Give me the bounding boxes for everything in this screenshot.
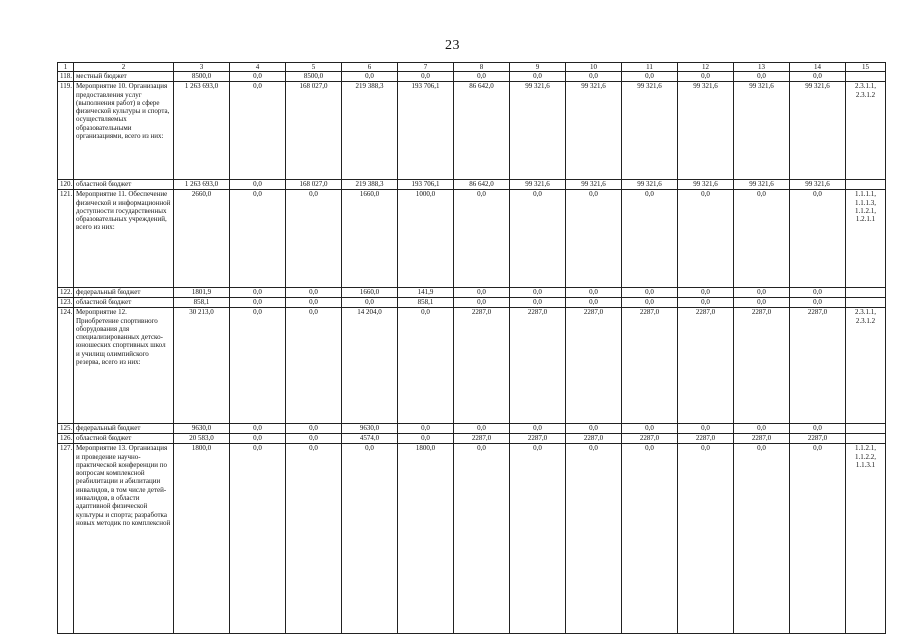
table-row	[58, 424, 886, 434]
budget-table	[57, 62, 886, 634]
table-body	[58, 63, 886, 634]
indicator-codes	[846, 298, 886, 308]
value-cell: 0,0	[734, 444, 790, 634]
column-header-cell: 14	[790, 63, 846, 72]
value-cell: 0,0	[622, 190, 678, 288]
value-cell: 1000,0	[398, 190, 454, 288]
indicator-codes	[846, 180, 886, 190]
value-cell: 168 027,0	[286, 180, 342, 190]
value-cell: 0,0	[398, 424, 454, 434]
table-row	[58, 180, 886, 190]
row-name: Мероприятие 12. Приобретение спортивного оборудования для специализированных детско-юношеских спортивных школ и училищ олимпийского резерва, всего из них:	[74, 308, 174, 424]
value-cell: 1 263 693,0	[174, 180, 230, 190]
value-cell: 2287,0	[678, 308, 734, 424]
value-cell: 2287,0	[790, 434, 846, 444]
value-cell: 141,9	[398, 288, 454, 298]
row-name: Мероприятие 11. Обеспечение физической и информационной доступности государственных образовательных учреждений, всего из них:	[74, 190, 174, 288]
row-number: 126.	[58, 434, 74, 444]
row-name: федеральный бюджет	[74, 288, 174, 298]
value-cell: 2287,0	[678, 434, 734, 444]
value-cell: 2287,0	[734, 434, 790, 444]
column-header-cell: 3	[174, 63, 230, 72]
value-cell: 2287,0	[622, 308, 678, 424]
row-name: местный бюджет	[74, 72, 174, 82]
indicator-codes: 2.3.1.1, 2.3.1.2	[846, 82, 886, 180]
value-cell: 0,0	[230, 288, 286, 298]
value-cell: 86 642,0	[454, 180, 510, 190]
value-cell: 1800,0	[174, 444, 230, 634]
value-cell: 219 388,3	[342, 82, 398, 180]
column-header-cell: 8	[454, 63, 510, 72]
value-cell: 0,0	[510, 288, 566, 298]
value-cell: 0,0	[230, 298, 286, 308]
value-cell: 0,0	[230, 180, 286, 190]
value-cell: 0,0	[230, 82, 286, 180]
value-cell: 0,0	[678, 298, 734, 308]
value-cell: 0,0	[286, 288, 342, 298]
row-number: 121.	[58, 190, 74, 288]
value-cell: 0,0	[790, 424, 846, 434]
row-number: 119.	[58, 82, 74, 180]
value-cell: 0,0	[398, 72, 454, 82]
row-number: 118.	[58, 72, 74, 82]
value-cell: 1 263 693,0	[174, 82, 230, 180]
row-name: Мероприятие 13. Организация и проведение научно-практической конференции по вопросам комплексной реабилитации и абилитации инвалидов, в том числе детей-инвалидов, в области адаптивной физической культуры и спорта; разработка новых методик по комплексной	[74, 444, 174, 634]
column-header-cell: 13	[734, 63, 790, 72]
column-header-cell: 9	[510, 63, 566, 72]
value-cell: 0,0	[790, 444, 846, 634]
indicator-codes	[846, 434, 886, 444]
column-header-cell: 10	[566, 63, 622, 72]
table-row	[58, 308, 886, 424]
value-cell: 0,0	[622, 298, 678, 308]
value-cell: 168 027,0	[286, 82, 342, 180]
table-row	[58, 72, 886, 82]
indicator-codes: 2.3.1.1, 2.3.1.2	[846, 308, 886, 424]
value-cell: 0,0	[734, 72, 790, 82]
value-cell: 0,0	[790, 288, 846, 298]
column-header-cell: 15	[846, 63, 886, 72]
value-cell: 0,0	[678, 72, 734, 82]
table-row	[58, 82, 886, 180]
row-number: 123.	[58, 298, 74, 308]
value-cell: 0,0	[230, 444, 286, 634]
value-cell: 0,0	[454, 424, 510, 434]
value-cell: 0,0	[286, 308, 342, 424]
value-cell: 0,0	[454, 190, 510, 288]
value-cell: 0,0	[790, 190, 846, 288]
value-cell: 0,0	[510, 444, 566, 634]
value-cell: 0,0	[398, 434, 454, 444]
value-cell: 0,0	[398, 308, 454, 424]
row-name: федеральный бюджет	[74, 424, 174, 434]
value-cell: 858,1	[174, 298, 230, 308]
value-cell: 99 321,6	[622, 180, 678, 190]
value-cell: 0,0	[734, 190, 790, 288]
value-cell: 0,0	[566, 444, 622, 634]
value-cell: 99 321,6	[566, 82, 622, 180]
value-cell: 0,0	[790, 72, 846, 82]
row-name: областной бюджет	[74, 434, 174, 444]
value-cell: 1660,0	[342, 190, 398, 288]
value-cell: 0,0	[286, 298, 342, 308]
value-cell: 858,1	[398, 298, 454, 308]
value-cell: 1801,9	[174, 288, 230, 298]
value-cell: 2287,0	[622, 434, 678, 444]
column-header-row	[58, 63, 886, 72]
value-cell: 0,0	[734, 424, 790, 434]
value-cell: 0,0	[342, 72, 398, 82]
page-number: 23	[445, 38, 460, 53]
value-cell: 0,0	[454, 298, 510, 308]
value-cell: 0,0	[342, 444, 398, 634]
table-row	[58, 298, 886, 308]
value-cell: 0,0	[286, 190, 342, 288]
value-cell: 0,0	[678, 288, 734, 298]
value-cell: 193 706,1	[398, 82, 454, 180]
value-cell: 2287,0	[734, 308, 790, 424]
value-cell: 0,0	[790, 298, 846, 308]
value-cell: 0,0	[286, 424, 342, 434]
value-cell: 86 642,0	[454, 82, 510, 180]
value-cell: 14 204,0	[342, 308, 398, 424]
value-cell: 99 321,6	[734, 180, 790, 190]
value-cell: 0,0	[510, 190, 566, 288]
value-cell: 9630,0	[174, 424, 230, 434]
value-cell: 0,0	[734, 288, 790, 298]
value-cell: 0,0	[566, 288, 622, 298]
column-header-cell: 5	[286, 63, 342, 72]
table-row	[58, 434, 886, 444]
row-name: областной бюджет	[74, 298, 174, 308]
column-header-cell: 11	[622, 63, 678, 72]
column-header-cell: 7	[398, 63, 454, 72]
indicator-codes	[846, 72, 886, 82]
value-cell: 0,0	[454, 72, 510, 82]
column-header-cell: 6	[342, 63, 398, 72]
value-cell: 99 321,6	[622, 82, 678, 180]
value-cell: 9630,0	[342, 424, 398, 434]
value-cell: 0,0	[286, 434, 342, 444]
row-number: 122.	[58, 288, 74, 298]
value-cell: 2287,0	[510, 434, 566, 444]
value-cell: 0,0	[230, 434, 286, 444]
indicator-codes	[846, 424, 886, 434]
row-name: областной бюджет	[74, 180, 174, 190]
value-cell: 0,0	[510, 298, 566, 308]
value-cell: 2287,0	[566, 434, 622, 444]
value-cell: 99 321,6	[510, 82, 566, 180]
table-row	[58, 444, 886, 634]
value-cell: 0,0	[622, 444, 678, 634]
value-cell: 0,0	[342, 298, 398, 308]
value-cell: 0,0	[566, 298, 622, 308]
value-cell: 99 321,6	[678, 180, 734, 190]
value-cell: 0,0	[678, 190, 734, 288]
indicator-codes	[846, 288, 886, 298]
column-header-cell: 2	[74, 63, 174, 72]
value-cell: 8500,0	[174, 72, 230, 82]
value-cell: 4574,0	[342, 434, 398, 444]
row-number: 124.	[58, 308, 74, 424]
indicator-codes: 1.1.2.1, 1.1.2.2, 1.1.3.1	[846, 444, 886, 634]
table-row	[58, 190, 886, 288]
value-cell: 0,0	[230, 308, 286, 424]
value-cell: 8500,0	[286, 72, 342, 82]
value-cell: 99 321,6	[790, 180, 846, 190]
value-cell: 0,0	[454, 288, 510, 298]
value-cell: 0,0	[678, 444, 734, 634]
value-cell: 2287,0	[790, 308, 846, 424]
value-cell: 99 321,6	[678, 82, 734, 180]
value-cell: 2287,0	[566, 308, 622, 424]
value-cell: 0,0	[454, 444, 510, 634]
value-cell: 0,0	[230, 190, 286, 288]
value-cell: 0,0	[622, 288, 678, 298]
value-cell: 99 321,6	[734, 82, 790, 180]
value-cell: 0,0	[566, 424, 622, 434]
value-cell: 2287,0	[454, 308, 510, 424]
value-cell: 0,0	[230, 424, 286, 434]
row-number: 120.	[58, 180, 74, 190]
value-cell: 0,0	[510, 424, 566, 434]
column-header-cell: 4	[230, 63, 286, 72]
value-cell: 0,0	[566, 72, 622, 82]
value-cell: 0,0	[622, 424, 678, 434]
value-cell: 1660,0	[342, 288, 398, 298]
value-cell: 2660,0	[174, 190, 230, 288]
column-header-cell: 1	[58, 63, 74, 72]
value-cell: 99 321,6	[790, 82, 846, 180]
value-cell: 0,0	[566, 190, 622, 288]
indicator-codes: 1.1.1.1, 1.1.1.3, 1.1.2.1, 1.2.1.1	[846, 190, 886, 288]
value-cell: 0,0	[286, 444, 342, 634]
value-cell: 1800,0	[398, 444, 454, 634]
value-cell: 20 583,0	[174, 434, 230, 444]
column-header-cell: 12	[678, 63, 734, 72]
value-cell: 193 706,1	[398, 180, 454, 190]
value-cell: 2287,0	[454, 434, 510, 444]
value-cell: 2287,0	[510, 308, 566, 424]
row-number: 127.	[58, 444, 74, 634]
row-name: Мероприятие 10. Организация предоставления услуг (выполнения работ) в сфере физической культуры и спорта, осуществляемых образовательными организациями, всего из них:	[74, 82, 174, 180]
value-cell: 0,0	[510, 72, 566, 82]
row-number: 125.	[58, 424, 74, 434]
value-cell: 30 213,0	[174, 308, 230, 424]
value-cell: 0,0	[678, 424, 734, 434]
value-cell: 0,0	[230, 72, 286, 82]
value-cell: 99 321,6	[566, 180, 622, 190]
value-cell: 219 388,3	[342, 180, 398, 190]
value-cell: 0,0	[734, 298, 790, 308]
table-row	[58, 288, 886, 298]
value-cell: 0,0	[622, 72, 678, 82]
value-cell: 99 321,6	[510, 180, 566, 190]
